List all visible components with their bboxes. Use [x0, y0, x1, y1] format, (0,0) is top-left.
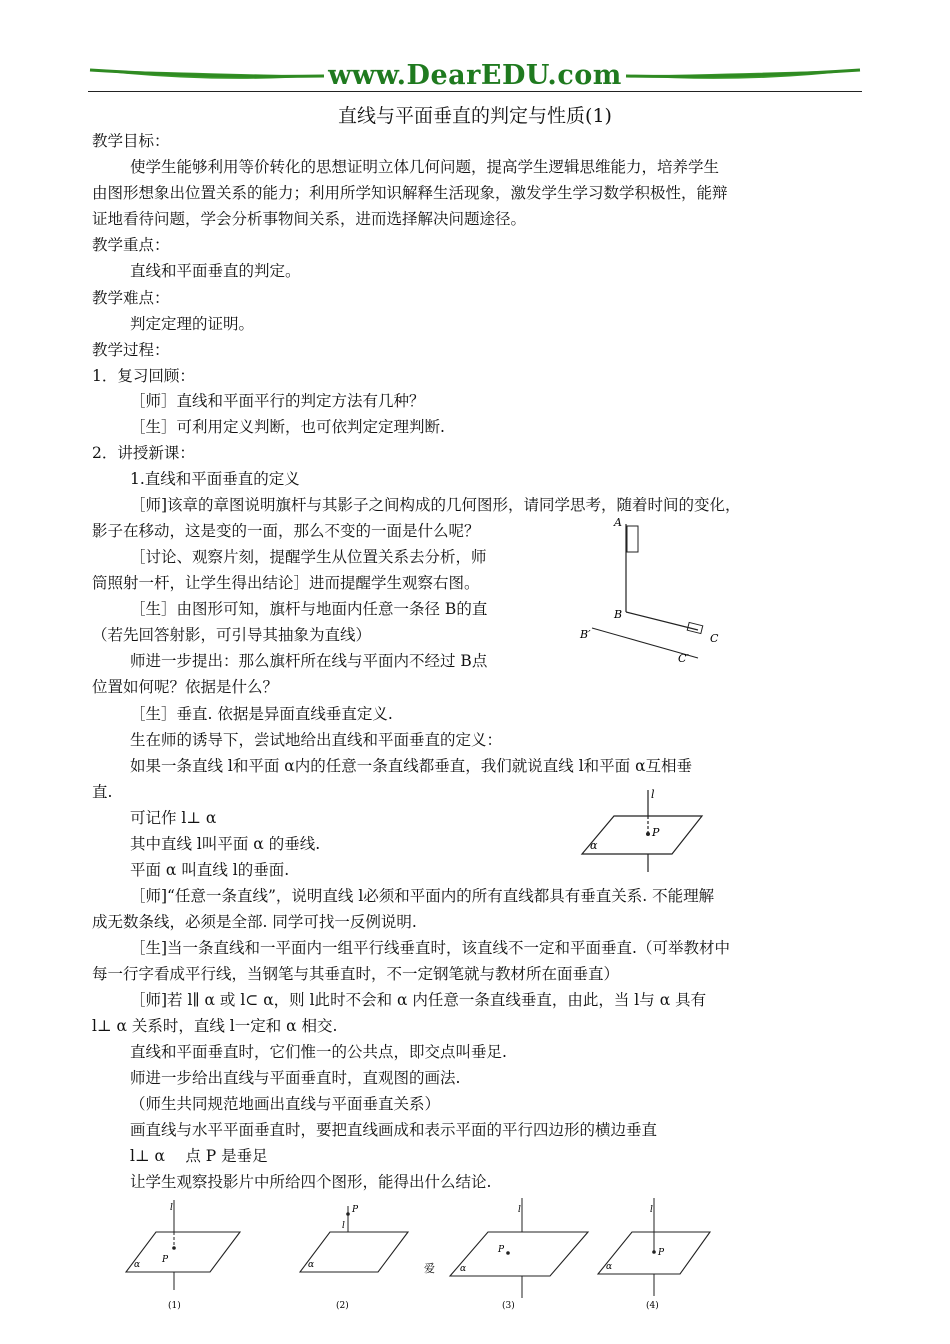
paragraph-line: 证地看待问题，学会分析事物间关系，进而选择解决问题途径。	[92, 210, 527, 228]
label-l: l	[342, 1221, 345, 1231]
label-P: P	[658, 1248, 665, 1258]
foot-point-P	[652, 1250, 656, 1254]
section-heading-difficulty: 教学难点：	[92, 289, 170, 307]
figure-caption: (3)	[502, 1301, 515, 1311]
figure-1	[122, 1200, 242, 1315]
definition-line: 如果一条直线 l和平面 α内的任意一条直线都垂直，我们就说直线 l和平面 α互相垂	[130, 757, 693, 775]
paragraph-line: 直线和平面垂直时，它们惟一的公共点，即交点叫垂足.	[130, 1043, 507, 1061]
paragraph-line: 判定定理的证明。	[130, 315, 255, 333]
definition-line: 直.	[92, 783, 113, 801]
paragraph-line: 筒照射一杆，让学生得出结论］进而提醒学生观察右图。	[92, 574, 480, 592]
plane-alpha	[582, 816, 702, 854]
paragraph-line: （若先回答射影，可引导其抽象为直线）	[92, 626, 372, 644]
figure-4	[592, 1198, 712, 1315]
paragraph-line: 使学生能够利用等价转化的思想证明立体几何问题，提高学生逻辑思维能力，培养学生	[130, 158, 720, 176]
section-heading-process: 教学过程：	[92, 341, 170, 359]
paragraph-line: 由图形想象出位置关系的能力；利用所学知识解释生活现象，激发学生学习数学积极性，能辩	[92, 184, 728, 202]
label-P: P	[652, 826, 660, 839]
paragraph-line: ［师]该章的章图说明旗杆与其影子之间构成的几何图形，请同学思考，随着时间的变化，	[130, 496, 741, 514]
paragraph-line: 其中直线 l叫平面 α 的垂线.	[130, 835, 321, 853]
paragraph-line: l⊥ α 关系时，直线 l一定和 α 相交.	[92, 1017, 338, 1035]
label-l: l	[650, 1205, 653, 1215]
paragraph-line: 可记作 l⊥ α	[130, 809, 217, 827]
label-B: B	[614, 608, 623, 621]
perpendicular-line-plane-figure	[574, 784, 724, 874]
paragraph-line: 让学生观察投影片中所给四个图形，能得出什么结论.	[130, 1173, 492, 1191]
point-P	[506, 1251, 510, 1255]
plane-alpha	[300, 1232, 408, 1272]
paragraph-line: ［讨论、观察片刻，提醒学生从位置关系去分析，师	[130, 548, 487, 566]
paragraph-line: 每一行字看成平行线，当钢笔与其垂直时，不一定钢笔就与教材所在面垂直）	[92, 965, 620, 983]
figure-caption: (2)	[336, 1301, 349, 1311]
paragraph-line: 直线和平面垂直的判定。	[130, 262, 301, 280]
label-C-prime: C′	[678, 652, 689, 665]
figure-3	[420, 1198, 590, 1315]
paragraph-line: ［生]当一条直线和一平面内一组平行线垂直时，该直线不一定和平面垂直.（可举教材中	[130, 939, 730, 957]
foot-point-P	[646, 832, 650, 836]
flag-shape	[627, 526, 638, 552]
label-A: A	[614, 516, 622, 529]
site-header-banner	[88, 62, 862, 96]
label-l: l	[170, 1203, 173, 1213]
label-l: l	[651, 788, 655, 801]
paragraph-line: ［师]“任意一条直线”，说明直线 l必须和平面内的所有直线都具有垂直关系. 不能理解	[130, 887, 715, 905]
label-B-prime: B′	[580, 628, 591, 641]
label-C: C	[710, 632, 719, 645]
plane-alpha	[450, 1232, 588, 1276]
shadow-line	[626, 612, 698, 630]
stray-mark: 爱	[424, 1262, 435, 1275]
paragraph-line: 影子在移动，这是变的一面，那么不变的一面是什么呢？	[92, 522, 480, 540]
paragraph-line: 师进一步给出直线与平面垂直时，直观图的画法.	[130, 1069, 461, 1087]
label-alpha: α	[308, 1260, 315, 1270]
label-alpha: α	[606, 1262, 613, 1272]
paragraph-line: l⊥ α 点 P 是垂足	[130, 1147, 268, 1165]
label-alpha: α	[134, 1260, 141, 1270]
label-l: l	[518, 1205, 521, 1215]
label-P: P	[352, 1205, 359, 1215]
paragraph-line: ［师]若 l∥ α 或 l⊂ α，则 l此时不会和 α 内任意一条直线垂直，由此，当 l与 α 具有	[130, 991, 707, 1009]
numbered-heading: 2．讲授新课：	[92, 444, 195, 462]
figure-caption: (4)	[646, 1301, 659, 1311]
paragraph-line: 画直线与水平平面垂直时，要把直线画成和表示平面的平行四边形的横边垂直	[130, 1121, 658, 1139]
section-heading-key-point: 教学重点：	[92, 236, 170, 254]
foot-point-P	[172, 1246, 176, 1250]
plane-alpha	[126, 1232, 240, 1272]
section-heading-objectives: 教学目标：	[92, 132, 170, 150]
paragraph-line: （师生共同规范地画出直线与平面垂直关系）	[130, 1095, 441, 1113]
document-title: 直线与平面垂直的判定与性质(1)	[338, 105, 612, 127]
paragraph-line: 师进一步提出：那么旗杆所在线与平面内不经过 B点	[130, 652, 488, 670]
sub-heading: 1.直线和平面垂直的定义	[130, 470, 300, 488]
paragraph-line: ［生］垂直. 依据是异面直线垂直定义.	[130, 705, 393, 723]
flagpole-shadow-figure	[570, 512, 740, 672]
label-alpha: α	[460, 1264, 467, 1274]
header-rule	[88, 91, 862, 92]
paragraph-line: ［师］直线和平面平行的判定方法有几种？	[130, 392, 425, 410]
figure-2	[290, 1200, 410, 1315]
paragraph-line: 平面 α 叫直线 l的垂面.	[130, 861, 290, 879]
label-P: P	[162, 1255, 169, 1265]
paragraph-line: ［生］可利用定义判断，也可依判定定理判断.	[130, 418, 445, 436]
label-alpha: α	[590, 839, 598, 852]
paragraph-line: 生在师的诱导下，尝试地给出直线和平面垂直的定义：	[130, 731, 503, 749]
label-P: P	[498, 1245, 505, 1255]
paragraph-line: 位置如何呢？依据是什么？	[92, 678, 279, 696]
numbered-heading: 1．复习回顾：	[92, 367, 195, 385]
point-P	[346, 1212, 350, 1216]
figure-caption: (1)	[168, 1301, 181, 1311]
paragraph-line: ［生］由图形可知，旗杆与地面内任意一条径 B的直	[130, 600, 488, 618]
site-logo-text: www.DearEDU.com	[328, 60, 622, 91]
paragraph-line: 成无数条线，必须是全部. 同学可找一反例说明.	[92, 913, 417, 931]
